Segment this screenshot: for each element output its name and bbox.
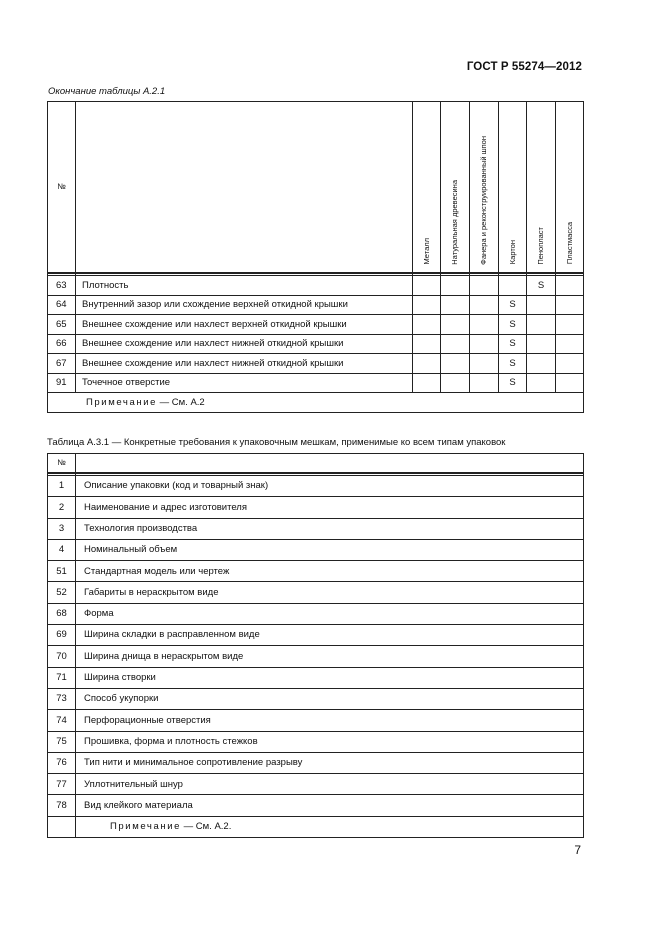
table-a31-note — [76, 816, 584, 837]
row-number: 73 — [48, 688, 76, 709]
material-mark — [470, 334, 499, 354]
row-text: Точечное отверстие — [76, 373, 413, 393]
table-row — [48, 334, 584, 354]
row-text: Номинальный объем — [76, 539, 584, 560]
material-mark — [441, 295, 470, 315]
note-text: — См. А.2 — [157, 396, 205, 408]
material-mark: S — [499, 354, 527, 374]
table-a21-caption: Окончание таблицы А.2.1 — [48, 86, 166, 97]
table-a31 — [47, 453, 584, 838]
row-number: 1 — [48, 476, 76, 497]
material-mark — [527, 373, 556, 393]
material-mark — [441, 276, 470, 296]
material-mark — [470, 315, 499, 335]
material-mark — [413, 334, 441, 354]
table-row — [48, 354, 584, 374]
row-text: Способ укупорки — [76, 688, 584, 709]
material-mark — [413, 315, 441, 335]
table-row — [48, 315, 584, 335]
row-text: Технология производства — [76, 518, 584, 539]
material-mark — [556, 373, 584, 393]
row-number: 63 — [48, 276, 76, 296]
row-number: 77 — [48, 774, 76, 795]
material-mark — [556, 295, 584, 315]
row-text: Ширина днища в нераскрытом виде — [76, 646, 584, 667]
material-mark — [470, 373, 499, 393]
note-text: — См. А.2. — [181, 821, 232, 832]
row-text: Тип нити и минимальное сопротивление разрыву — [76, 752, 584, 773]
row-number: 65 — [48, 315, 76, 335]
table-a31-note-num — [48, 816, 76, 837]
table-a21-note-row — [48, 393, 584, 413]
column-header-label: Фанера и реконструированный шпон — [479, 135, 489, 265]
row-text: Прошивка, форма и плотность стежков — [76, 731, 584, 752]
material-mark — [527, 295, 556, 315]
column-header-label: Картон — [507, 240, 517, 265]
material-mark — [441, 354, 470, 374]
row-number: 52 — [48, 582, 76, 603]
material-mark: S — [499, 315, 527, 335]
column-header — [470, 102, 499, 274]
row-number: 71 — [48, 667, 76, 688]
row-text: Форма — [76, 603, 584, 624]
table-a31-header-row — [48, 454, 584, 474]
material-mark — [413, 373, 441, 393]
table-row — [48, 497, 584, 518]
material-mark — [413, 354, 441, 374]
column-header — [413, 102, 441, 274]
row-number: 51 — [48, 561, 76, 582]
note-label: Примечание — [86, 396, 157, 408]
table-row — [48, 774, 584, 795]
row-number: 66 — [48, 334, 76, 354]
material-mark — [470, 276, 499, 296]
row-text: Габариты в нераскрытом виде — [76, 582, 584, 603]
material-mark — [527, 334, 556, 354]
table-a21-header-row — [48, 102, 584, 274]
table-row — [48, 295, 584, 315]
note-label: Примечание — [110, 821, 181, 832]
column-header-label: Металл — [421, 237, 431, 265]
table-row — [48, 582, 584, 603]
column-header — [441, 102, 470, 274]
row-number: 74 — [48, 710, 76, 731]
row-text: Ширина створки — [76, 667, 584, 688]
row-text: Внешнее схождение или нахлест нижней откидной крышки — [76, 334, 413, 354]
table-a21-note — [48, 393, 584, 413]
table-row — [48, 476, 584, 497]
row-number: 76 — [48, 752, 76, 773]
table-a21-text-header — [76, 102, 413, 274]
table-a31-num-header: № — [48, 454, 76, 474]
row-text: Перфорационные отверстия — [76, 710, 584, 731]
table-row — [48, 539, 584, 560]
table-a21 — [47, 101, 584, 413]
material-mark — [470, 354, 499, 374]
material-mark — [413, 276, 441, 296]
column-header-label: Пластмасса — [564, 222, 574, 265]
material-mark — [527, 354, 556, 374]
row-number: 91 — [48, 373, 76, 393]
table-row — [48, 373, 584, 393]
row-number: 67 — [48, 354, 76, 374]
page-number: 7 — [574, 843, 581, 857]
column-header-label: Пенопласт — [536, 226, 546, 265]
material-mark — [527, 315, 556, 335]
table-row — [48, 276, 584, 296]
material-mark — [441, 373, 470, 393]
table-row — [48, 603, 584, 624]
table-row — [48, 795, 584, 816]
table-row — [48, 667, 584, 688]
column-header — [499, 102, 527, 274]
row-text: Внешнее схождение или нахлест нижней откидной крышки — [76, 354, 413, 374]
material-mark — [413, 295, 441, 315]
table-a31-caption: Таблица А.3.1 — Конкретные требования к упаковочным мешкам, применимые ко всем типам упаковок — [47, 437, 506, 448]
table-row — [48, 646, 584, 667]
material-mark — [556, 334, 584, 354]
row-number: 78 — [48, 795, 76, 816]
row-number: 3 — [48, 518, 76, 539]
column-header — [527, 102, 556, 274]
row-text: Стандартная модель или чертеж — [76, 561, 584, 582]
material-mark: S — [527, 276, 556, 296]
material-mark: S — [499, 334, 527, 354]
table-row — [48, 710, 584, 731]
row-text: Внутренний зазор или схождение верхней откидной крышки — [76, 295, 413, 315]
row-text: Плотность — [76, 276, 413, 296]
row-text: Вид клейкого материала — [76, 795, 584, 816]
row-number: 68 — [48, 603, 76, 624]
material-mark: S — [499, 295, 527, 315]
material-mark — [556, 354, 584, 374]
table-row — [48, 625, 584, 646]
column-header — [556, 102, 584, 274]
table-row — [48, 518, 584, 539]
table-a21-num-header: № — [48, 102, 76, 274]
material-mark — [556, 276, 584, 296]
row-text: Уплотнительный шнур — [76, 774, 584, 795]
row-number: 4 — [48, 539, 76, 560]
row-number: 2 — [48, 497, 76, 518]
material-mark — [441, 315, 470, 335]
row-text: Ширина складки в расправленном виде — [76, 625, 584, 646]
row-number: 64 — [48, 295, 76, 315]
standard-code: ГОСТ Р 55274—2012 — [466, 61, 582, 73]
row-text: Наименование и адрес изготовителя — [76, 497, 584, 518]
row-number: 70 — [48, 646, 76, 667]
column-header-label: Натуральная древесина — [450, 179, 460, 265]
material-mark — [499, 276, 527, 296]
table-row — [48, 688, 584, 709]
row-number: 75 — [48, 731, 76, 752]
material-mark — [470, 295, 499, 315]
table-a31-note-row — [48, 816, 584, 837]
table-a31-text-header — [76, 454, 584, 474]
material-mark — [556, 315, 584, 335]
table-row — [48, 561, 584, 582]
row-number: 69 — [48, 625, 76, 646]
material-mark — [441, 334, 470, 354]
material-mark: S — [499, 373, 527, 393]
row-text: Внешнее схождение или нахлест верхней откидной крышки — [76, 315, 413, 335]
table-row — [48, 731, 584, 752]
table-row — [48, 752, 584, 773]
row-text: Описание упаковки (код и товарный знак) — [76, 476, 584, 497]
